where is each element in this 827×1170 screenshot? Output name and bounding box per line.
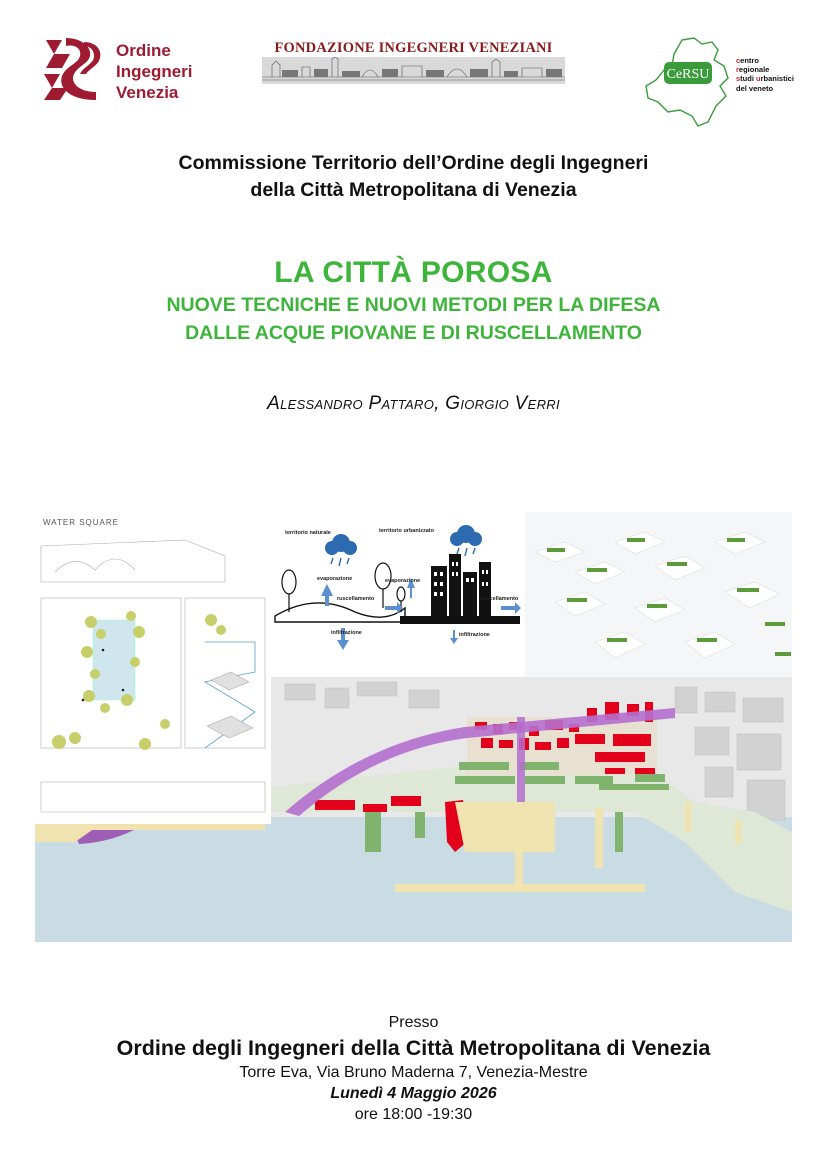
cersu-line2: regionale bbox=[736, 65, 770, 75]
water-square-label: WATER SQUARE bbox=[43, 518, 120, 527]
event-time: ore 18:00 -19:30 bbox=[354, 1106, 473, 1123]
event-date: Lunedì 4 Maggio 2026 bbox=[330, 1085, 497, 1102]
commission-line2: della Città Metropolitana di Venezia bbox=[250, 179, 577, 201]
ordine-ingegneri-logo bbox=[40, 34, 230, 106]
diagram-label-ruscellamento-left: ruscellamento bbox=[337, 596, 375, 602]
diagram-label-ruscellamento-right: ruscellamento bbox=[481, 596, 519, 602]
cersu-logo bbox=[642, 36, 802, 128]
diagram-label-evaporazione-right: evaporazione bbox=[385, 578, 421, 584]
authors: Alessandro Pattaro, Giorgio Verri bbox=[267, 393, 560, 414]
diagram-label-evaporazione-left: evaporazione bbox=[317, 576, 353, 582]
event-title: LA CITTÀ POROSA bbox=[274, 256, 553, 289]
event-subtitle-line2: DALLE ACQUE PIOVANE E DI RUSCELLAMENTO bbox=[185, 322, 642, 344]
diagram-urban-title: territorio urbanizzato bbox=[379, 528, 435, 534]
event-subtitle-line1: NUOVE TECNICHE E NUOVI METODI PER LA DIFESA bbox=[166, 294, 661, 316]
event-subtitle bbox=[0, 291, 827, 347]
venue-name: Ordine degli Ingegneri della Città Metropolitana di Venezia bbox=[116, 1036, 711, 1060]
cersu-line3: studi urbanistici bbox=[736, 74, 794, 84]
diagram-natural-title: territorio naturale bbox=[285, 530, 331, 536]
ordine-logo-line3: Venezia bbox=[116, 83, 179, 102]
cersu-badge: CeRSU bbox=[666, 67, 710, 82]
presso-label: Presso bbox=[388, 1014, 439, 1031]
veneto-region-outline-icon bbox=[642, 36, 738, 128]
illustration-collage bbox=[35, 512, 792, 942]
fondazione-name: FONDAZIONE INGEGNERI VENEZIANI bbox=[274, 40, 553, 56]
commission-line1: Commissione Territorio dell’Ordine degli Ingegneri bbox=[178, 152, 649, 174]
ordine-emblem-icon bbox=[40, 34, 106, 104]
cersu-line1: centro bbox=[736, 56, 759, 65]
venue-address: Torre Eva, Via Bruno Maderna 7, Venezia-Mestre bbox=[239, 1064, 588, 1081]
fondazione-logo bbox=[262, 40, 565, 84]
diagram-label-infiltrazione-right: infiltrazione bbox=[459, 632, 490, 638]
ordine-logo-line2: Ingegneri bbox=[116, 62, 193, 81]
venice-skyline-engraving-icon bbox=[262, 57, 565, 84]
commission-heading bbox=[0, 150, 827, 204]
diagram-label-infiltrazione-left: infiltrazione bbox=[331, 630, 362, 636]
cersu-line4: del veneto bbox=[736, 83, 774, 93]
ordine-logo-line1: Ordine bbox=[116, 41, 171, 60]
collage-graphic bbox=[35, 512, 792, 942]
